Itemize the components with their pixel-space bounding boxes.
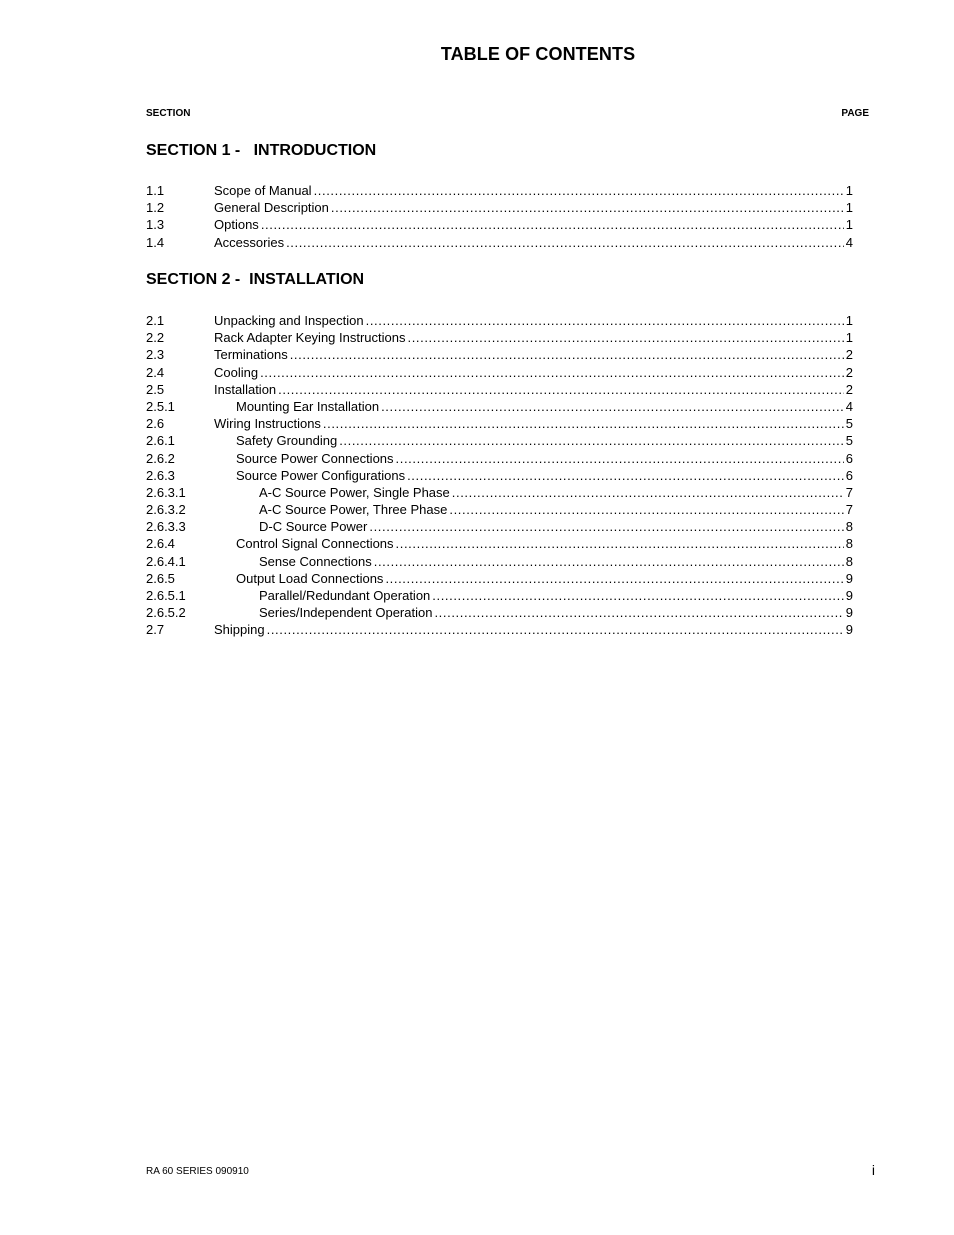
toc-entry xyxy=(236,450,853,467)
toc-entry xyxy=(214,415,853,432)
toc-row xyxy=(146,467,853,484)
toc-row xyxy=(146,450,853,467)
toc-entry xyxy=(236,398,853,415)
toc-entry-page: 8 xyxy=(845,536,853,552)
toc-entry xyxy=(259,553,853,570)
dot-leader xyxy=(449,501,843,518)
page-title: TABLE OF CONTENTS xyxy=(440,44,636,64)
dot-leader xyxy=(331,199,844,216)
dot-leader xyxy=(286,234,844,251)
toc-entry-title: Rack Adapter Keying Instructions xyxy=(214,330,406,346)
dot-leader xyxy=(381,398,844,415)
toc-entry-page: 8 xyxy=(845,519,853,535)
toc-entry xyxy=(259,484,853,501)
dot-leader xyxy=(290,346,844,363)
toc-entry-number: 1.1 xyxy=(146,183,165,198)
toc-entry-title: Accessories xyxy=(214,234,285,250)
dot-leader xyxy=(434,604,843,621)
dot-leader xyxy=(385,570,843,587)
toc-row xyxy=(146,501,853,518)
toc-entry-title: Series/Independent Operation xyxy=(259,605,433,621)
toc-row xyxy=(146,182,853,199)
toc-row xyxy=(146,216,853,233)
toc-entry xyxy=(214,199,853,216)
toc-entry-title: Wiring Instructions xyxy=(214,416,321,432)
toc-entry-title: Terminations xyxy=(214,347,288,363)
toc-entry-page: 8 xyxy=(845,553,853,569)
dot-leader xyxy=(407,467,844,484)
toc-entry-number: 2.6.5.1 xyxy=(146,588,186,603)
toc-entry-page: 1 xyxy=(845,200,853,216)
toc-entry-page: 5 xyxy=(845,433,853,449)
toc-entry-title: Options xyxy=(214,217,259,233)
toc-row xyxy=(146,398,853,415)
toc-entry-title: A-C Source Power, Three Phase xyxy=(259,502,448,518)
toc-entry-page: 2 xyxy=(845,347,853,363)
toc-row xyxy=(146,432,853,449)
dot-leader xyxy=(396,535,844,552)
toc-row xyxy=(146,199,853,216)
toc-entry xyxy=(214,346,853,363)
dot-leader xyxy=(452,484,844,501)
toc-entry xyxy=(236,570,853,587)
toc-entry xyxy=(214,182,853,199)
toc-row xyxy=(146,570,853,587)
toc-row xyxy=(146,587,853,604)
toc-entry-number: 2.7 xyxy=(146,622,165,638)
toc-entry xyxy=(236,535,853,552)
toc-entry-number: 2.5 xyxy=(146,381,165,397)
toc-row xyxy=(146,329,853,346)
toc-entry-number: 2.6.2 xyxy=(146,450,175,466)
toc-entry-number: 2.6.3.3 xyxy=(146,519,186,535)
toc-entry-number: 2.6.4 xyxy=(146,536,175,552)
toc-entry xyxy=(236,467,853,484)
toc-entry-page: 6 xyxy=(845,450,853,466)
toc-entry-title: Cooling xyxy=(214,364,259,380)
toc-entry-number: 2.2 xyxy=(146,330,165,346)
toc-entry xyxy=(259,501,853,518)
section-2-heading: SECTION 2 - INSTALLATION xyxy=(146,271,365,288)
toc-row xyxy=(146,518,853,535)
dot-leader xyxy=(267,621,844,638)
toc-entry-page: 5 xyxy=(845,416,853,432)
toc-entry-title: Source Power Configurations xyxy=(236,467,406,483)
toc-entry-page: 9 xyxy=(845,570,853,586)
toc-entry-number: 2.4 xyxy=(146,364,165,380)
toc-entry-page: 4 xyxy=(845,234,853,250)
footer-doc-id: RA 60 SERIES 090910 xyxy=(146,1166,249,1177)
toc-entry xyxy=(259,518,853,535)
toc-row xyxy=(146,604,853,621)
toc-entry-number: 2.6.3.1 xyxy=(146,484,186,500)
toc-entry-number: 2.6.3.2 xyxy=(146,502,186,518)
toc-entry-page: 7 xyxy=(845,502,853,518)
toc-entry-title: Output Load Connections xyxy=(236,570,384,586)
toc-entry-page: 7 xyxy=(845,484,853,500)
toc-entry-page: 1 xyxy=(845,313,853,328)
toc-row xyxy=(146,484,853,501)
toc-entry-title: Parallel/Redundant Operation xyxy=(259,588,431,603)
toc-entry xyxy=(214,621,853,638)
toc-entry-title: A-C Source Power, Single Phase xyxy=(259,484,450,500)
toc-entry xyxy=(259,587,853,604)
dot-leader xyxy=(278,381,844,398)
dot-leader xyxy=(408,329,844,346)
toc-entry-number: 2.3 xyxy=(146,347,165,363)
toc-row xyxy=(146,312,853,329)
dot-leader xyxy=(374,553,844,570)
section-1-heading: SECTION 1 - INTRODUCTION xyxy=(146,142,377,159)
toc-row xyxy=(146,381,853,398)
toc-entry-number: 2.6.5.2 xyxy=(146,605,186,621)
toc-entry-title: Shipping xyxy=(214,622,265,638)
footer-page-number: i xyxy=(871,1162,875,1178)
toc-entry-number: 2.6.5 xyxy=(146,570,175,586)
toc-entry xyxy=(214,364,853,381)
toc-entry-title: Mounting Ear Installation xyxy=(236,398,380,414)
toc-entry-number: 2.5.1 xyxy=(146,398,175,414)
toc-entry-number: 2.6 xyxy=(146,416,165,432)
toc-row xyxy=(146,553,853,570)
toc-entry-number: 2.6.4.1 xyxy=(146,553,186,569)
toc-entry-page: 9 xyxy=(845,588,853,603)
toc-entry-title: Sense Connections xyxy=(259,553,372,569)
toc-entry-number: 2.6.3 xyxy=(146,467,175,483)
toc-entry xyxy=(214,329,853,346)
toc-entry-page: 9 xyxy=(845,605,853,621)
dot-leader xyxy=(261,216,844,233)
section-2-toc-list xyxy=(146,312,853,639)
toc-row xyxy=(146,535,853,552)
dot-leader xyxy=(432,587,843,604)
toc-entry xyxy=(214,234,853,251)
toc-row xyxy=(146,415,853,432)
section-1-toc-list xyxy=(146,182,853,251)
toc-entry-page: 4 xyxy=(845,398,853,414)
toc-entry-number: 2.1 xyxy=(146,313,165,328)
dot-leader xyxy=(314,182,844,199)
toc-entry xyxy=(259,604,853,621)
toc-row xyxy=(146,234,853,251)
toc-entry-title: D-C Source Power xyxy=(259,519,368,535)
dot-leader xyxy=(339,432,844,449)
toc-entry-title: Installation xyxy=(214,381,277,397)
toc-row xyxy=(146,621,853,638)
toc-entry-title: General Description xyxy=(214,200,329,216)
dot-leader xyxy=(369,518,843,535)
dot-leader xyxy=(260,364,844,381)
toc-entry-number: 1.2 xyxy=(146,200,165,216)
toc-row xyxy=(146,346,853,363)
toc-entry-title: Scope of Manual xyxy=(214,183,312,198)
dot-leader xyxy=(396,450,844,467)
toc-entry-page: 9 xyxy=(845,622,853,638)
dot-leader xyxy=(366,312,844,329)
toc-entry-page: 6 xyxy=(845,467,853,483)
toc-entry-title: Control Signal Connections xyxy=(236,536,394,552)
toc-entry xyxy=(214,216,853,233)
toc-entry-title: Source Power Connections xyxy=(236,450,394,466)
toc-entry xyxy=(214,312,853,329)
toc-entry-number: 1.3 xyxy=(146,217,165,233)
toc-entry-page: 1 xyxy=(845,183,853,198)
toc-entry-page: 1 xyxy=(845,217,853,233)
toc-entry-page: 2 xyxy=(845,381,853,397)
toc-entry-number: 1.4 xyxy=(146,234,165,250)
section-column-header: SECTION xyxy=(146,108,191,119)
toc-entry xyxy=(236,432,853,449)
toc-entry-title: Safety Grounding xyxy=(236,433,338,449)
page-column-header: PAGE xyxy=(841,108,869,119)
toc-entry-number: 2.6.1 xyxy=(146,433,175,449)
toc-entry xyxy=(214,381,853,398)
toc-entry-page: 2 xyxy=(845,364,853,380)
toc-entry-page: 1 xyxy=(845,330,853,346)
toc-entry-title: Unpacking and Inspection xyxy=(214,313,364,328)
dot-leader xyxy=(323,415,844,432)
toc-row xyxy=(146,364,853,381)
